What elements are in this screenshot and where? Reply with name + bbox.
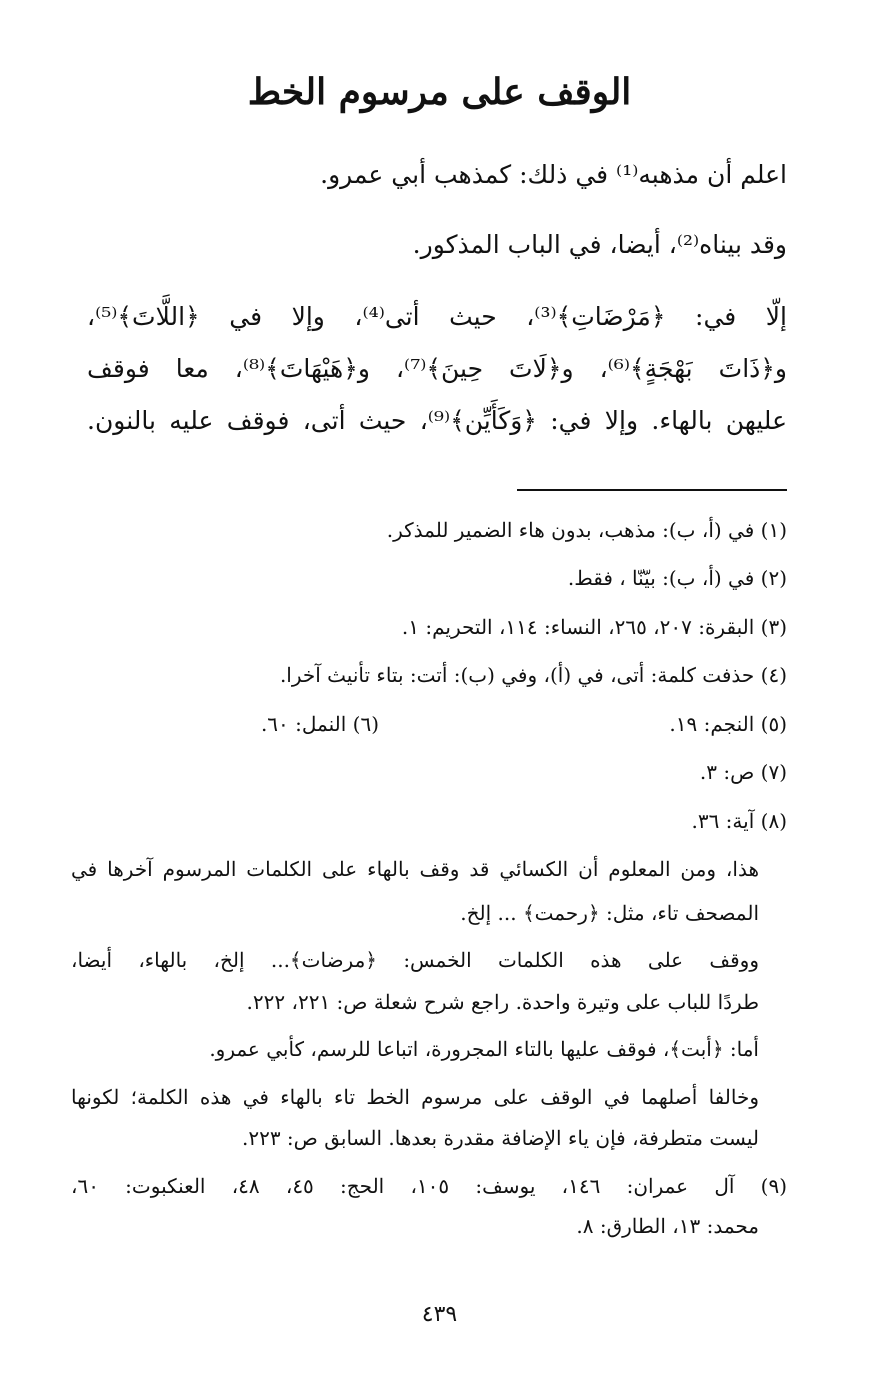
footnote-7: (٧) ص: ٣. (699, 760, 787, 784)
footnote-4: (٤) حذفت كلمة: أتى، في (أ)، وفي (ب): أتت: بتاء تأنيث آخرا. (279, 663, 787, 687)
body-line-3: إلّا في: ﴿مَرْضَاتِ﴾⁽³⁾، حيث أتى⁽⁴⁾، وإلا في ﴿اللَّاتَ﴾⁽⁵⁾، (87, 302, 787, 331)
page-title: الوقف على مرسوم الخط (247, 71, 632, 113)
footnote-1: (١) في (أ، ب): مذهب، بدون هاء الضمير للمذكر. (386, 518, 787, 542)
footnote-divider (517, 489, 787, 491)
footnote-8: (٨) آية: ٣٦. (691, 809, 787, 833)
page-number: ٤٣٩ (421, 1302, 458, 1327)
footnote-8-note-2b: طردًا للباب على وتيرة واحدة. راجع شرح شعلة ص: ٢٢١، ٢٢٢. (246, 990, 759, 1014)
footnote-9-cont: محمد: ١٣، الطارق: ٨. (576, 1214, 759, 1238)
footnote-3: (٣) البقرة: ٢٠٧، ٢٦٥، النساء: ١١٤، التحريم: ١. (401, 615, 787, 639)
footnote-6: (٦) النمل: ٦٠. (260, 712, 379, 736)
footnote-5: (٥) النجم: ١٩. (669, 712, 787, 736)
footnote-8-note-4a: وخالفا أصلهما في الوقف على مرسوم الخط تاء بالهاء في هذه الكلمة؛ لكونها (71, 1085, 759, 1109)
footnote-8-note-1b: المصحف تاء، مثل: ﴿رحمت﴾ ... إلخ. (460, 901, 759, 925)
footnote-8-note-1a: هذا، ومن المعلوم أن الكسائي قد وقف بالهاء على الكلمات المرسوم آخرها في (71, 857, 759, 881)
footnote-9: (٩) آل عمران: ١٤٦، يوسف: ١٠٥، الحج: ٤٥، ٤٨، العنكبوت: ٦٠، (71, 1174, 787, 1198)
body-line-5: عليهن بالهاء. وإلا في: ﴿وَكَأَيِّن﴾⁽⁹⁾، حيث أتى، فوقف عليه بالنون. (87, 406, 788, 435)
footnote-2: (٢) في (أ، ب): بيّنّا ، فقط. (567, 566, 787, 590)
footnote-8-note-3: أما: ﴿أبت﴾، فوقف عليها بالتاء المجرورة، اتباعا للرسم، كأبي عمرو. (209, 1037, 759, 1061)
footnote-8-note-4b: ليست متطرفة، فإن ياء الإضافة مقدرة بعدها. السابق ص: ٢٢٣. (241, 1126, 759, 1150)
footnote-8-note-2a: ووقف على هذه الكلمات الخمس: ﴿مرضات﴾... إلخ، بالهاء، أيضا، (71, 948, 759, 972)
body-line-2: وقد بيناه⁽²⁾، أيضا، في الباب المذكور. (412, 230, 787, 259)
body-line-4: و﴿ذَاتَ بَهْجَةٍ﴾⁽⁶⁾، و﴿لَاتَ حِينَ﴾⁽⁷⁾، و﴿هَيْهَاتَ﴾⁽⁸⁾، معا فوقف (87, 354, 787, 383)
body-line-1: اعلم أن مذهبه⁽¹⁾ في ذلك: كمذهب أبي عمرو. (320, 160, 787, 189)
